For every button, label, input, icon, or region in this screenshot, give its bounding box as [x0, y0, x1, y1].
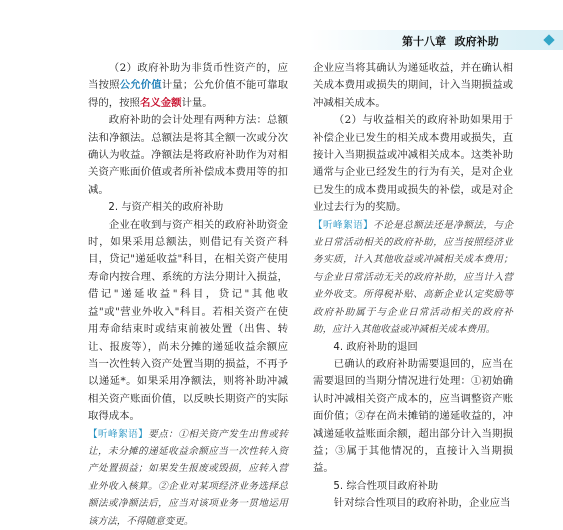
highlight-fair-value: 公允价值 — [119, 79, 162, 92]
note-text: 要点：①相关资产发生出售或转让，未分摊的递延收益余额应当一次性转入资产处置损益；如果发生报废或毁损，应转入营业外收入核算。②企业对某项经济业务选择总额法或净额法后，应当对该项业务一贯地运用该方法，不得随意变更。 — [88, 428, 289, 527]
paragraph-refund: 已确认的政府补助需要退回的，应当在需要退回的当期分情况进行处理：①初始确认时冲减相关资产成本的，应当调整资产账面价值；②存在尚未摊销的递延收益的，冲减递延收益账面余额，超出部分计入当期损益；③属于其他情况的，直接计入当期损益。 — [313, 357, 513, 475]
chapter-title: 政府补助 — [454, 35, 499, 48]
left-column — [88, 60, 288, 530]
paragraph-nonmonetary: （2）政府补助为非货币性资产的，应当按照公允价值计量；公允价值不能可靠取得的，按照名义金额计量。 — [88, 62, 289, 109]
highlight-nominal-amount: 名义金额 — [139, 96, 182, 109]
paragraph-comprehensive: 针对综合性项目的政府补助，企业应当 — [333, 497, 511, 510]
paragraph-methods: 政府补助的会计处理有两种方法：总额法和净额法。总额法是将其全额一次或分次确认为收益。净额法是将政府补助作为对相关资产账面价值或者所补偿成本费用等的扣减。 — [88, 114, 288, 196]
note-box — [313, 217, 513, 339]
chapter-number: 第十八章 — [402, 35, 446, 48]
paragraph-income-related: （2）与收益相关的政府补助如果用于补偿企业已发生的相关成本费用或损失，直接计入当期损益或冲减相关成本。这类补助通常与企业已经发生的行为有关，是对企业已发生的成本费用或损失的补偿，或是对企业过去行为的奖励。 — [313, 114, 513, 214]
note-tag: 【听峰絮语】 — [313, 219, 374, 231]
note-text: 不论是总额法还是净额法，与企业日常活动相关的政府补助，应当按照经济业务实质，计入其他收益或冲减相关成本费用；与企业日常活动无关的政府补助，应当计入营业外收支。所得税补贴、高新企业认定奖励等政府补助属于与企业日常活动相关的政府补助，应计入其他收益或冲减相关成本费用。 — [313, 219, 514, 336]
note-tag: 【听峰絮语】 — [88, 428, 149, 440]
paragraph-deferred: 企业应当将其确认为递延收益，并在确认相关成本费用或损失的期间，计入当期损益或冲减相关成本。 — [313, 62, 513, 109]
paragraph-asset-related: 企业在收到与资产相关的政府补助资金时，如果采用总额法，则借记有关资产科目，贷记"递延收益"科目，在相关资产使用寿命内按合理、系统的方法分期计入损益，借记"递延收益"科目，贷记"其他收益"或"营业外收入"科目。若相关资产在使用寿命结束时或结束前被处置（出售、转让、报废等），尚未分摊的递延收益余额应当一次性转入资产处置当期的损益，不再予以递延*。如果采用净额法，则将补助冲减相关资产账面价值，以反映长期资产的实际取得成本。 — [88, 218, 288, 423]
heading-comprehensive: 5. 综合性项目政府补助 — [333, 480, 439, 492]
chapter-heading — [402, 33, 499, 49]
heading-asset-related: 2. 与资产相关的政府补助 — [108, 202, 224, 214]
heading-refund: 4. 政府补助的退回 — [333, 341, 418, 353]
right-column — [313, 60, 513, 513]
note-box — [88, 426, 288, 530]
